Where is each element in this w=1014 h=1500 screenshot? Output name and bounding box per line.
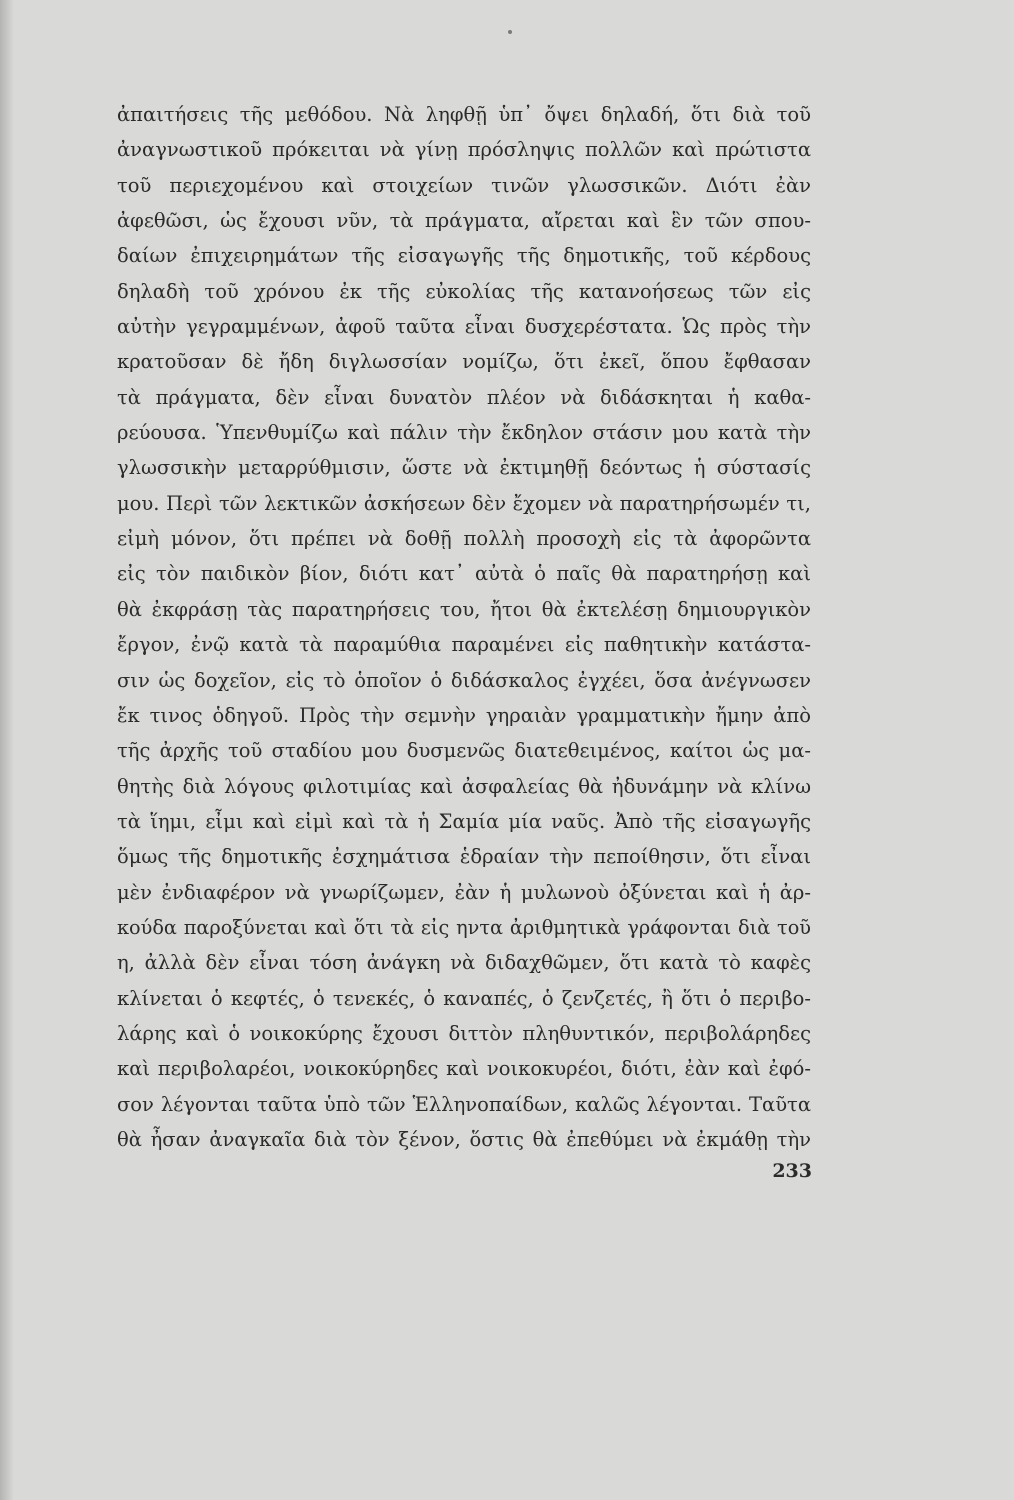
text-line: ἀναγνωστικοῦ πρόκειται νὰ γίνῃ πρόσληψις πολλῶν καὶ πρώτιστα xyxy=(117,138,811,162)
text-line: ἀπαιτήσεις τῆς μεθόδου. Νὰ ληφθῇ ὑπ᾿ ὄψει δηλαδή, ὅτι διὰ τοῦ xyxy=(117,103,811,126)
text-line: τῆς ἀρχῆς τοῦ σταδίου μου δυσμενῶς διατεθειμένος, καίτοι ὡς μα- xyxy=(117,739,811,763)
page-number: 233 xyxy=(772,1160,812,1182)
text-line: σιν ὡς δοχεῖον, εἰς τὸ ὁποῖον ὁ διδάσκαλος ἐγχέει, ὅσα ἀνέγνωσεν xyxy=(117,668,811,692)
text-line: δαίων ἐπιχειρημάτων τῆς εἰσαγωγῆς τῆς δημοτικῆς, τοῦ κέρδους xyxy=(117,244,811,268)
text-line: τοῦ περιεχομένου καὶ στοιχείων τινῶν γλωσσικῶν. Διότι ἐὰν xyxy=(117,173,811,197)
text-line: ἔκ τινος ὁδηγοῦ. Πρὸς τὴν σεμνὴν γηραιὰν γραμματικὴν ἤμην ἀπὸ xyxy=(117,703,811,727)
text-line: αὐτὴν γεγραμμένων, ἀφοῦ ταῦτα εἶναι δυσχερέστατα. Ὡς πρὸς τὴν xyxy=(117,315,811,339)
text-line: τὰ ἵημι, εἶμι καὶ εἰμὶ καὶ τὰ ἡ Σαμία μία ναῦς. Ἀπὸ τῆς εἰσαγωγῆς xyxy=(117,809,811,833)
text-line: θὰ ἦσαν ἀναγκαῖα διὰ τὸν ξένον, ὅστις θὰ ἐπεθύμει νὰ ἐκμάθῃ τὴν xyxy=(117,1127,811,1151)
text-line: ἀφεθῶσι, ὡς ἔχουσι νῦν, τὰ πράγματα, αἴρεται καὶ ἓν τῶν σπου- xyxy=(117,209,811,233)
text-line: ἔργον, ἐνῷ κατὰ τὰ παραμύθια παραμένει εἰς παθητικὴν κατάστα- xyxy=(117,633,811,657)
text-line: γλωσσικὴν μεταρρύθμισιν, ὥστε νὰ ἐκτιμηθῇ δεόντως ἡ σύστασίς xyxy=(117,456,811,480)
text-line: εἰμὴ μόνον, ὅτι πρέπει νὰ δοθῇ πολλὴ προσοχὴ εἰς τὰ ἀφορῶντα xyxy=(117,527,811,551)
text-line: λάρης καὶ ὁ νοικοκύρης ἔχουσι διττὸν πληθυντικόν, περιβολάρηδες xyxy=(117,1021,811,1045)
text-line: σον λέγονται ταῦτα ὑπὸ τῶν Ἑλληνοπαίδων, καλῶς λέγονται. Ταῦτα xyxy=(117,1092,811,1116)
text-line: καὶ περιβολαρέοι, νοικοκύρηδες καὶ νοικοκυρέοι, διότι, ἐὰν καὶ ἐφό- xyxy=(117,1057,811,1081)
text-line: κούδα παροξύνεται καὶ ὅτι τὰ εἰς ηντα ἀριθμητικὰ γράφονται διὰ τοῦ xyxy=(117,915,811,939)
text-line: μου. Περὶ τῶν λεκτικῶν ἀσκήσεων δὲν ἔχομεν νὰ παρατηρήσωμέν τι, xyxy=(117,491,811,515)
text-line: μὲν ἐνδιαφέρον νὰ γνωρίζωμεν, ἐὰν ἡ μυλωνοὺ ὀξύνεται καὶ ἡ ἀρ- xyxy=(117,880,811,904)
text-line: κλίνεται ὁ κεφτές, ὁ τενεκές, ὁ καναπές, ὁ ζενζετές, ἢ ὅτι ὁ περιβο- xyxy=(117,986,811,1010)
scan-speck xyxy=(508,30,512,34)
text-line: κρατοῦσαν δὲ ἤδη διγλωσσίαν νομίζω, ὅτι ἐκεῖ, ὅπου ἔφθασαν xyxy=(117,350,811,374)
text-line: ὅμως τῆς δημοτικῆς ἐσχημάτισα ἑδραίαν τὴν πεποίθησιν, ὅτι εἶναι xyxy=(117,845,811,869)
text-line: θητὴς διὰ λόγους φιλοτιμίας καὶ ἀσφαλείας θὰ ἠδυνάμην νὰ κλίνω xyxy=(117,774,811,798)
text-line: δηλαδὴ τοῦ χρόνου ἐκ τῆς εὐκολίας τῆς κατανοήσεως τῶν εἰς xyxy=(117,279,811,303)
text-line: θὰ ἐκφράσῃ τὰς παρατηρήσεις του, ἤτοι θὰ ἐκτελέσῃ δημιουργικὸν xyxy=(117,597,811,621)
page-edge-shadow xyxy=(0,0,14,1500)
text-line: η, ἀλλὰ δὲν εἶναι τόση ἀνάγκη νὰ διδαχθῶμεν, ὅτι κατὰ τὸ καφὲς xyxy=(117,951,811,975)
text-line: τὰ πράγματα, δὲν εἶναι δυνατὸν πλέον νὰ διδάσκηται ἡ καθα- xyxy=(117,385,811,409)
text-line: εἰς τὸν παιδικὸν βίον, διότι κατ᾿ αὐτὰ ὁ παῖς θὰ παρατηρήσῃ καὶ xyxy=(117,562,811,586)
body-text xyxy=(117,97,811,1157)
text-line: ρεύουσα. Ὑπενθυμίζω καὶ πάλιν τὴν ἔκδηλον στάσιν μου κατὰ τὴν xyxy=(117,421,811,445)
